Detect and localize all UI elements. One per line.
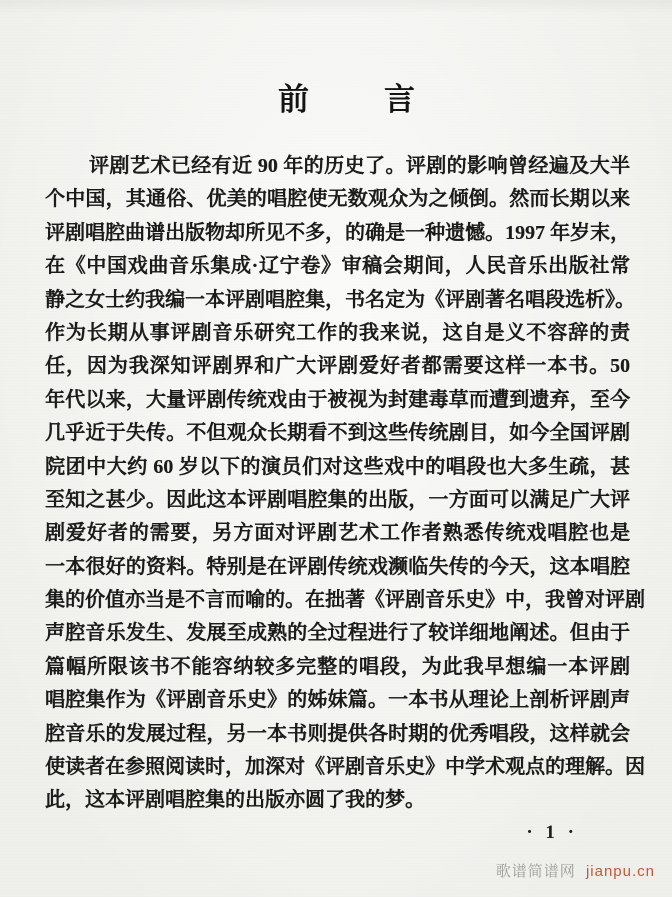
text-line: 年代以来，大量评剧传统戏由于被视为封建毒草而遭到遗弃，至今 [45, 388, 630, 411]
text-line: 作为长期从事评剧音乐研究工作的我来说，这自是义不容辞的责 [45, 321, 630, 344]
text-line: 几乎近于失传。不但观众长期看不到这些传统剧目，如今全国评剧 [45, 422, 630, 445]
text-line: 至知之甚少。因此这本评剧唱腔集的出版，一方面可以满足广大评 [45, 488, 630, 511]
text-line: 集的价值亦当是不言而喻的。在拙著《评剧音乐史》中，我曾对评剧 [45, 589, 645, 612]
text-line: 院团中大约 60 岁以下的演员们对这些戏中的唱段也大多生疏，甚 [45, 455, 630, 478]
text-line: 腔音乐的发展过程，另一本书则提供各时期的优秀唱段，这样就会 [45, 722, 630, 745]
text-line: 在《中国戏曲音乐集成·辽宁卷》审稿会期间，人民音乐出版社常 [45, 255, 630, 278]
text-line: 评剧唱腔曲谱出版物却所见不多，的确是一种遗憾。1997 年岁末， [45, 221, 630, 244]
text-line: 剧爱好者的需要，另方面对评剧艺术工作者熟悉传统戏唱腔也是 [45, 522, 630, 545]
page-number: · 1 · [526, 822, 578, 843]
text-line: 一本很好的资料。特别是在评剧传统戏濒临失传的今天，这本唱腔 [45, 555, 630, 578]
text-line: 评剧艺术已经有近 90 年的历史了。评剧的影响曾经遍及大半 [89, 155, 630, 177]
scan-edge-shading [0, 0, 672, 14]
watermark-site-domain: jianpu.cn [585, 863, 655, 880]
text-line: 使读者在参照阅读时，加深对《评剧音乐史》中学术观点的理解。因 [45, 756, 645, 779]
preface-body [45, 150, 645, 818]
text-line: 篇幅所限该书不能容纳较多完整的唱段，为此我早想编一本评剧 [45, 655, 630, 678]
text-line: 声腔音乐发生、发展至成熟的全过程进行了较详细地阐述。但由于 [45, 622, 630, 645]
text-line: 唱腔集作为《评剧音乐史》的姊妹篇。一本书从理论上剖析评剧声 [45, 689, 630, 712]
text-line: 此，这本评剧唱腔集的出版亦圆了我的梦。 [45, 789, 425, 812]
watermark-site-name: 歌谱简谱网 [495, 863, 576, 880]
page-title: 前言 [278, 82, 490, 117]
text-line: 静之女士约我编一本评剧唱腔集，书名定为《评剧著名唱段选析》。 [45, 288, 635, 311]
watermark [496, 860, 655, 881]
title-row [0, 82, 672, 118]
text-line: 个中国，其通俗、优美的唱腔使无数观众为之倾倒。然而长期以来 [45, 188, 630, 211]
text-line: 任，因为我深知评剧界和广大评剧爱好者都需要这样一本书。50 [45, 355, 630, 378]
